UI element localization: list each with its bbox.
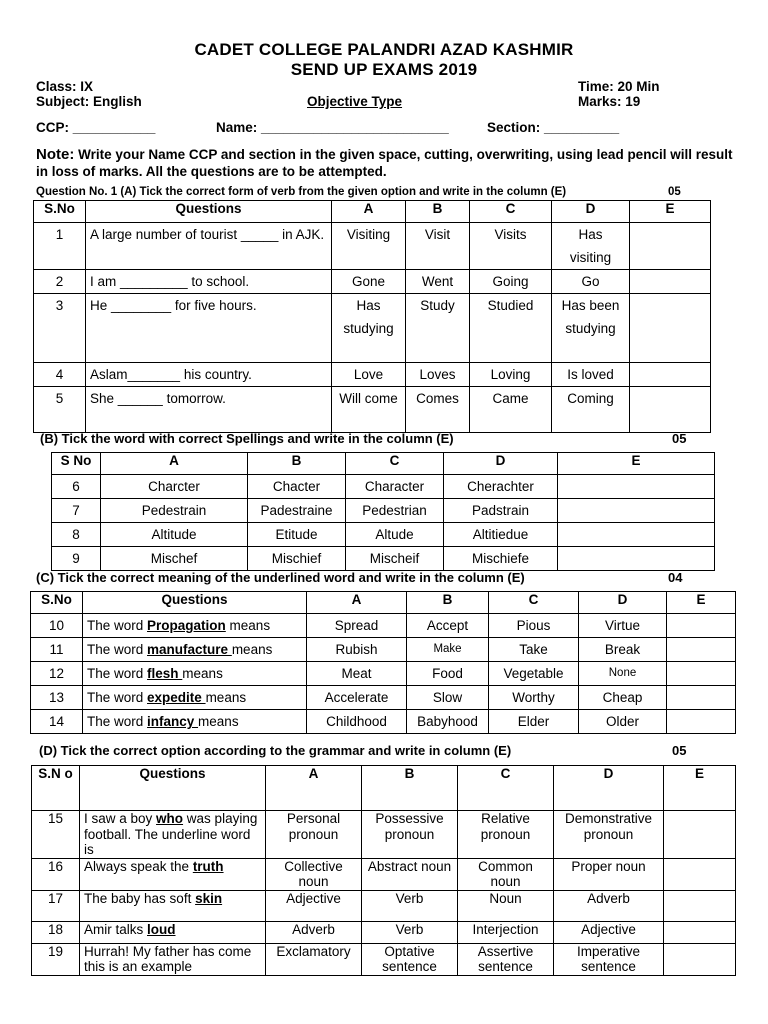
table-header [31,592,736,614]
option-d[interactable]: Coming [552,387,630,433]
question-number: 7 [52,499,101,523]
table-row [34,387,711,433]
question-number: 1 [34,223,86,270]
option-c[interactable]: Take [489,638,579,662]
column-header: C [489,592,579,614]
option-c[interactable]: Mischeif [346,547,444,571]
option-a[interactable]: Childhood [307,710,407,734]
question-number: 17 [32,890,80,921]
option-a[interactable]: Gone [332,270,406,294]
section-c-heading: (C) Tick the correct meaning of the underlined word and write in the column (E) [36,570,525,585]
table-row [52,499,715,523]
option-b[interactable]: Etitude [248,523,346,547]
underlined-word: who [156,811,184,826]
column-header: B [406,201,470,223]
question-suffix: means [198,714,239,729]
question-suffix: was playing football. The underline word is [84,811,258,857]
column-header: A [101,453,248,475]
option-a[interactable]: Rubish [307,638,407,662]
answer-cell[interactable] [664,921,736,943]
section-b-heading: (B) Tick the word with correct Spellings and write in the column (E) [40,431,454,446]
column-header: Questions [80,766,266,811]
answer-cell[interactable] [664,811,736,859]
option-c[interactable]: Altude [346,523,444,547]
option-a[interactable]: Charcter [101,475,248,499]
option-c[interactable]: Loving [470,363,552,387]
option-b[interactable]: Mischief [248,547,346,571]
table-row [34,294,711,363]
question-suffix: means [225,618,271,633]
option-b[interactable]: Slow [407,686,489,710]
column-header: S No [52,453,101,475]
option-d[interactable]: Go [552,270,630,294]
answer-cell[interactable] [630,270,711,294]
table-row [31,686,736,710]
column-header: Questions [86,201,332,223]
question-text [83,638,307,662]
question-text: He ________ for five hours. [86,294,332,363]
option-b[interactable]: Went [406,270,470,294]
column-header: D [579,592,667,614]
time-label: Time: 20 Min [578,79,660,94]
option-d[interactable]: Mischiefe [444,547,558,571]
column-header: C [346,453,444,475]
option-b[interactable]: Visit [406,223,470,270]
answer-cell[interactable] [667,686,736,710]
note-text: Write your Name CCP and section in the given space, cutting, overwriting, using lead pencil will result in loss of marks. All the questions are to be attempted. [36,147,733,179]
option-a[interactable]: Love [332,363,406,387]
option-b[interactable]: Comes [406,387,470,433]
section-b-table [51,452,715,571]
question-text [80,811,266,859]
column-header: D [552,201,630,223]
question-number: 16 [32,858,80,890]
answer-cell[interactable] [558,523,715,547]
section-c-marks: 04 [668,570,683,585]
question-suffix: means [205,690,247,705]
answer-cell[interactable] [667,662,736,686]
option-b[interactable]: Loves [406,363,470,387]
option-a[interactable]: Spread [307,614,407,638]
question-number: 3 [34,294,86,363]
option-d[interactable]: Break [579,638,667,662]
section-c-table [30,591,736,734]
question-suffix: means [182,666,223,681]
option-c[interactable]: Common noun [458,858,554,890]
question-number: 4 [34,363,86,387]
option-d[interactable]: Proper noun [554,858,664,890]
question-text [83,614,307,638]
table-row [32,811,736,859]
table-header [32,766,736,811]
option-a[interactable]: Collective noun [266,858,362,890]
table-row [52,475,715,499]
option-c[interactable]: Relative pronoun [458,811,554,859]
option-d[interactable]: Adverb [554,890,664,921]
question-number: 2 [34,270,86,294]
underlined-word: loud [147,921,176,937]
column-header: E [664,766,736,811]
answer-cell[interactable] [630,223,711,270]
question-text [83,662,307,686]
option-c[interactable]: Pious [489,614,579,638]
option-b[interactable]: Make [407,638,489,662]
question-prefix: The word [87,690,148,705]
question-number: 5 [34,387,86,433]
section-d-heading: (D) Tick the correct option according to the grammar and write in column (E) [39,743,512,758]
option-b[interactable]: Abstract noun [362,858,458,890]
column-header: B [248,453,346,475]
question-prefix: The word [87,714,148,729]
column-header: Questions [83,592,307,614]
column-header: D [554,766,664,811]
underlined-word: infancy [147,714,199,729]
column-header: D [444,453,558,475]
option-c[interactable]: Visits [470,223,552,270]
option-d[interactable]: Cherachter [444,475,558,499]
option-c[interactable]: Pedestrian [346,499,444,523]
question-text: Aslam_______ his country. [86,363,332,387]
option-c[interactable]: Came [470,387,552,433]
answer-cell[interactable] [667,638,736,662]
option-c[interactable]: Interjection [458,921,554,943]
column-header: B [407,592,489,614]
option-b[interactable]: Verb [362,890,458,921]
option-c[interactable]: Studied [470,294,552,363]
option-a[interactable]: Personal pronoun [266,811,362,859]
table-row [32,921,736,943]
answer-cell[interactable] [630,294,711,363]
option-b[interactable]: Possessive pronoun [362,811,458,859]
paper-type: Objective Type [307,94,403,109]
question-text: She ______ tomorrow. [86,387,332,433]
option-d[interactable]: Altitiedue [444,523,558,547]
option-c[interactable]: Elder [489,710,579,734]
option-d[interactable]: Is loved [552,363,630,387]
option-b[interactable]: Optative sentence [362,943,458,975]
question-prefix: Always speak the [84,858,193,874]
name-field[interactable]: Name: _________________________ [216,120,449,135]
option-a[interactable]: Exclamatory [266,943,362,975]
answer-cell[interactable] [667,614,736,638]
answer-cell[interactable] [630,363,711,387]
option-b[interactable]: Padestraine [248,499,346,523]
question-prefix: The baby has soft [84,890,196,906]
ccp-field[interactable]: CCP: ___________ [36,120,156,135]
question-text [80,858,266,890]
column-header: E [667,592,736,614]
answer-cell[interactable] [558,547,715,571]
note-label: Note: [36,146,75,163]
section-a-marks: 05 [668,186,681,198]
table-row [32,890,736,921]
question-prefix: Amir talks [84,921,148,937]
question-text: A large number of tourist _____ in AJK. [86,223,332,270]
underlined-word: truth [192,858,224,874]
college-title: CADET COLLEGE PALANDRI AZAD KASHMIR [194,40,574,59]
option-b[interactable]: Food [407,662,489,686]
underlined-word: flesh [147,666,183,681]
column-header: A [307,592,407,614]
question-text: I am _________ to school. [86,270,332,294]
column-header: A [266,766,362,811]
underlined-word: expedite [147,690,206,705]
option-b[interactable]: Study [406,294,470,363]
question-text [80,890,266,921]
question-prefix: I saw a boy [84,811,157,826]
answer-cell[interactable] [667,710,736,734]
column-header: S.No [31,592,83,614]
table-row [31,638,736,662]
answer-cell[interactable] [664,943,736,975]
marks-label: Marks: 19 [578,94,641,109]
option-d[interactable]: Adjective [554,921,664,943]
column-header: C [470,201,552,223]
question-number: 11 [31,638,83,662]
exam-title: SEND UP EXAMS 2019 [290,60,478,79]
table-row [31,662,736,686]
answer-cell[interactable] [630,387,711,433]
question-text [80,943,266,975]
instructions-note [36,146,736,180]
section-d-table [31,765,736,976]
section-b-marks: 05 [672,431,687,446]
option-a[interactable]: Has studying [332,294,406,363]
column-header: S.N o [32,766,80,811]
question-prefix: Hurrah! My father has come this is an example [84,943,252,974]
table-row [31,614,736,638]
option-d[interactable]: Padstrain [444,499,558,523]
answer-cell[interactable] [558,499,715,523]
option-d[interactable]: Has visiting [552,223,630,270]
question-number: 14 [31,710,83,734]
class-label: Class: IX [36,79,94,94]
question-number: 18 [32,921,80,943]
question-number: 19 [32,943,80,975]
option-a[interactable]: Meat [307,662,407,686]
table-header [34,201,711,223]
option-c[interactable]: Assertive sentence [458,943,554,975]
section-field[interactable]: Section: __________ [487,120,620,135]
question-number: 12 [31,662,83,686]
option-a[interactable]: Will come [332,387,406,433]
answer-cell[interactable] [558,475,715,499]
table-row [31,710,736,734]
option-d[interactable]: Cheap [579,686,667,710]
option-c[interactable]: Worthy [489,686,579,710]
question-prefix: The word [87,618,148,633]
section-d-marks: 05 [672,743,687,758]
option-a[interactable]: Adverb [266,921,362,943]
underlined-word: manufacture [147,642,232,657]
column-header: E [630,201,711,223]
question-text [80,921,266,943]
option-c[interactable]: Character [346,475,444,499]
option-d[interactable]: Older [579,710,667,734]
question-text [83,710,307,734]
option-d[interactable]: Demonstrative pronoun [554,811,664,859]
table-row [32,858,736,890]
question-number: 15 [32,811,80,859]
answer-cell[interactable] [664,890,736,921]
column-header: C [458,766,554,811]
question-prefix: The word [87,642,148,657]
question-number: 8 [52,523,101,547]
answer-cell[interactable] [664,858,736,890]
question-prefix: The word [87,666,148,681]
subject-label: Subject: English [36,94,142,109]
option-b[interactable]: Verb [362,921,458,943]
table-header [52,453,715,475]
underlined-word: skin [195,890,223,906]
section-a-table [33,200,711,433]
option-d[interactable]: Virtue [579,614,667,638]
option-b[interactable]: Accept [407,614,489,638]
question-number: 10 [31,614,83,638]
option-a[interactable]: Accelerate [307,686,407,710]
option-c[interactable]: Vegetable [489,662,579,686]
underlined-word: Propagation [147,618,226,633]
option-c[interactable]: Going [470,270,552,294]
column-header: A [332,201,406,223]
option-a[interactable]: Mischef [101,547,248,571]
question-number: 13 [31,686,83,710]
option-d[interactable]: Has been studying [552,294,630,363]
table-row [52,547,715,571]
option-d[interactable]: Imperative sentence [554,943,664,975]
table-row [34,223,711,270]
option-c[interactable]: Noun [458,890,554,921]
option-d[interactable]: None [579,662,667,686]
option-a[interactable]: Visiting [332,223,406,270]
question-text [83,686,307,710]
column-header: B [362,766,458,811]
column-header: S.No [34,201,86,223]
option-a[interactable]: Pedestrain [101,499,248,523]
option-b[interactable]: Babyhood [407,710,489,734]
table-row [34,363,711,387]
question-number: 9 [52,547,101,571]
question-suffix: means [231,642,273,657]
option-b[interactable]: Chacter [248,475,346,499]
section-a-heading: Question No. 1 (A) Tick the correct form of verb from the given option and write in the column (E) [36,186,567,198]
table-row [34,270,711,294]
option-a[interactable]: Adjective [266,890,362,921]
table-row [52,523,715,547]
column-header: E [558,453,715,475]
table-row [32,943,736,975]
option-a[interactable]: Altitude [101,523,248,547]
question-number: 6 [52,475,101,499]
